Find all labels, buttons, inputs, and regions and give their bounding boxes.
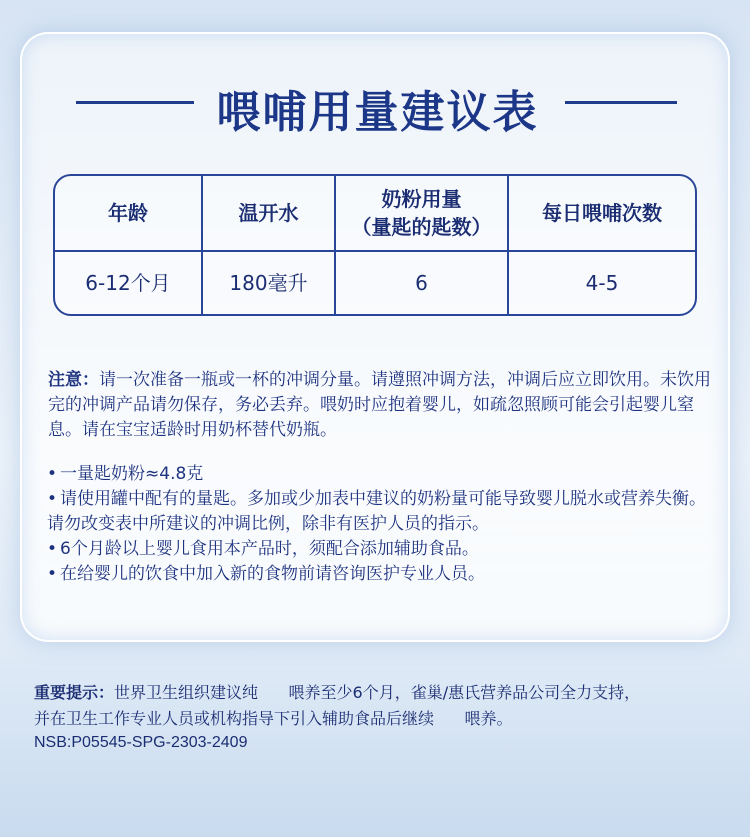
title-rule-right <box>565 101 677 104</box>
table-header-row <box>55 176 695 252</box>
list-item <box>47 487 712 537</box>
important-line <box>34 706 724 732</box>
cell-age: 6-12个月 <box>55 252 203 314</box>
table-row <box>55 252 695 314</box>
important-notice <box>34 680 724 732</box>
list-item <box>47 537 712 562</box>
bullet-text: 请使用罐中配有的量匙。多加或少加表中建议的奶粉量可能导致婴儿脱水或营养失衡。请勿改变表中所建议的冲调比例，除非有医护人员的指示。 <box>47 489 707 534</box>
nsb-code: NSB:P05545-SPG-2303-2409 <box>34 734 248 751</box>
important-label: 重要提示： <box>34 683 115 702</box>
cell-water: 180毫升 <box>203 252 336 314</box>
header-powder-amount: 奶粉用量 （量匙的匙数） <box>336 176 509 250</box>
notice-paragraph <box>48 368 713 443</box>
bullet-icon: • <box>47 564 58 584</box>
bullet-icon: • <box>47 489 58 509</box>
bullet-text: 在给婴儿的饮食中加入新的食物前请咨询医护专业人员。 <box>60 564 486 584</box>
notice-label: 注意： <box>48 370 99 390</box>
important-text-2: 并在卫生工作专业人员或机构指导下引入辅助食品后继续 喂养。 <box>34 709 513 728</box>
header-age: 年龄 <box>55 176 203 250</box>
bullet-text: 6个月龄以上婴儿食用本产品时，须配合添加辅助食品。 <box>60 539 479 559</box>
list-item <box>47 562 712 587</box>
important-text-1: 世界卫生组织建议纯 喂养至少6个月，雀巢/惠氏营养品公司全力支持， <box>114 683 641 702</box>
notice-text: 请一次准备一瓶或一杯的冲调分量。请遵照冲调方法，冲调后应立即饮用。未饮用完的冲调产品请勿保存，务必丢弃。喂奶时应抱着婴儿，如疏忽照顾可能会引起婴儿窒息。请在宝宝适龄时用奶杯替代奶瓶。 <box>48 370 711 440</box>
bullet-icon: • <box>47 539 58 559</box>
feeding-table <box>53 174 697 316</box>
list-item <box>47 462 712 487</box>
bullet-icon: • <box>47 464 58 484</box>
cell-daily-feeds: 4-5 <box>585 271 619 295</box>
title-row <box>0 72 750 138</box>
page-title: 喂哺用量建议表 <box>216 87 539 138</box>
bullet-text: 一量匙奶粉≈4.8克 <box>60 464 204 484</box>
header-daily-feeds: 每日喂哺次数 <box>542 201 662 225</box>
title-rule-left <box>76 101 194 104</box>
header-water: 温开水 <box>203 176 336 250</box>
cell-powder-amount: 6 <box>336 252 509 314</box>
important-line <box>34 680 724 706</box>
bullet-list <box>47 462 712 587</box>
